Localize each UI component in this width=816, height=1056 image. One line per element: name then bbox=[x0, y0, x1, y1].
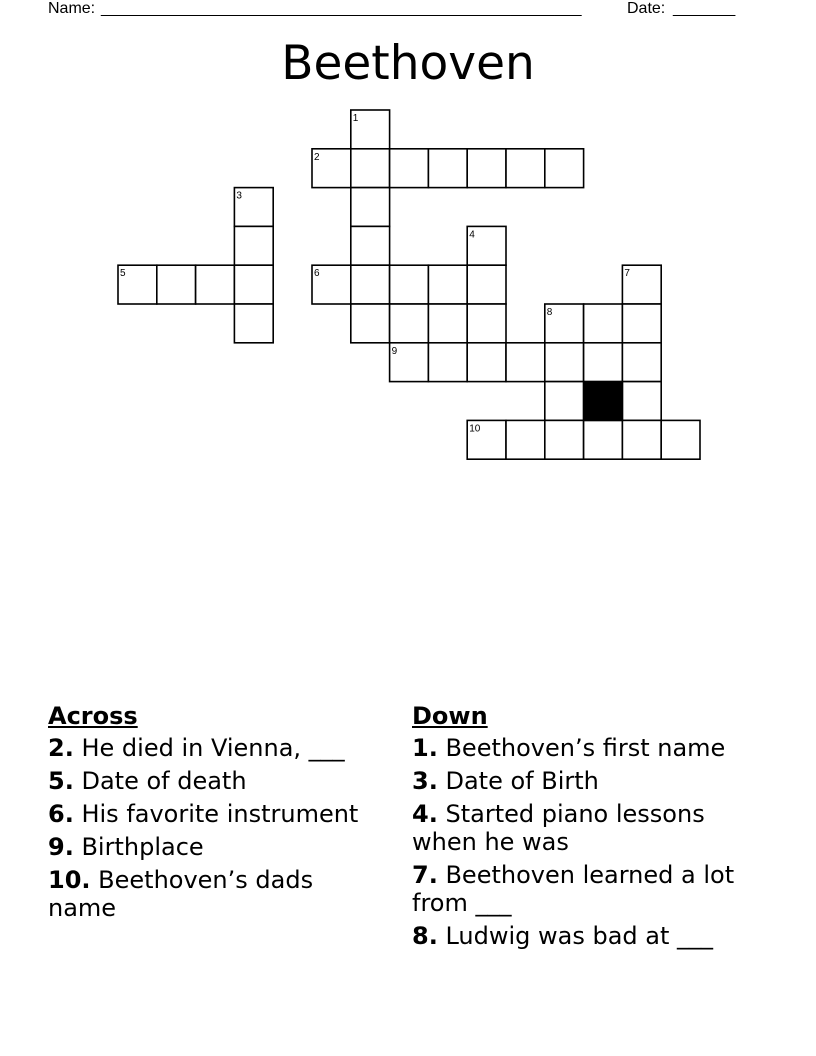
down-heading: Down bbox=[412, 702, 488, 730]
grid-cell[interactable] bbox=[545, 343, 584, 382]
clue-text: Beethoven’s first name bbox=[445, 734, 726, 762]
cell-number: 8 bbox=[546, 307, 553, 318]
clue-number: 7. bbox=[412, 861, 438, 889]
across-clue bbox=[48, 734, 388, 762]
grid-cell[interactable] bbox=[234, 265, 273, 304]
grid-cell[interactable] bbox=[428, 149, 467, 188]
grid-cell[interactable] bbox=[622, 343, 661, 382]
blocked-cell bbox=[584, 382, 623, 421]
grid-cell[interactable] bbox=[545, 149, 584, 188]
grid-cell[interactable] bbox=[351, 149, 390, 188]
grid-cell[interactable] bbox=[234, 226, 273, 265]
clue-text: Started piano lessons when he was bbox=[412, 800, 705, 856]
clue-number: 4. bbox=[412, 800, 438, 828]
across-clue bbox=[48, 833, 388, 861]
grid-cell[interactable] bbox=[351, 265, 390, 304]
cell-number: 6 bbox=[314, 268, 320, 280]
clue-text: Beethoven learned a lot from ___ bbox=[412, 861, 735, 917]
clue-number: 3. bbox=[412, 767, 438, 795]
down-clue bbox=[412, 767, 752, 795]
cell-number: 9 bbox=[391, 345, 398, 357]
grid-cell[interactable] bbox=[467, 304, 506, 343]
date-label: Date: bbox=[627, 0, 666, 17]
grid-cell[interactable] bbox=[506, 420, 545, 459]
down-clues bbox=[412, 702, 752, 955]
grid-cell[interactable] bbox=[467, 343, 506, 382]
clue-number: 10. bbox=[48, 866, 91, 894]
across-clue bbox=[48, 866, 388, 922]
grid-cell[interactable] bbox=[661, 420, 700, 459]
grid-cell[interactable] bbox=[157, 265, 196, 304]
across-heading: Across bbox=[48, 702, 138, 730]
date-field-line: _______ bbox=[673, 0, 736, 17]
grid-cell[interactable] bbox=[351, 188, 390, 227]
clue-number: 5. bbox=[48, 767, 74, 795]
crossword-grid bbox=[0, 0, 816, 480]
grid-cell[interactable] bbox=[545, 382, 584, 421]
clue-text: Beethoven’s dads name bbox=[48, 866, 314, 922]
clue-text: Birthplace bbox=[81, 833, 204, 861]
cell-number: 7 bbox=[624, 268, 630, 280]
grid-cell[interactable] bbox=[390, 265, 429, 304]
grid-cell[interactable] bbox=[584, 420, 623, 459]
puzzle-title: Beethoven bbox=[281, 36, 535, 91]
grid-cell[interactable] bbox=[584, 304, 623, 343]
down-clue bbox=[412, 800, 752, 856]
grid-cell[interactable] bbox=[390, 149, 429, 188]
cell-number: 2 bbox=[314, 151, 320, 163]
clue-text: Date of Birth bbox=[445, 767, 599, 795]
cell-number: 3 bbox=[236, 190, 242, 202]
clue-text: Ludwig was bad at ___ bbox=[445, 922, 714, 950]
grid-cell[interactable] bbox=[351, 226, 390, 265]
clue-text: He died in Vienna, ___ bbox=[81, 734, 345, 762]
grid-cell[interactable] bbox=[467, 149, 506, 188]
clue-number: 1. bbox=[412, 734, 438, 762]
grid-cell[interactable] bbox=[428, 304, 467, 343]
grid-cell[interactable] bbox=[428, 265, 467, 304]
grid-cell[interactable] bbox=[622, 382, 661, 421]
down-clue bbox=[412, 734, 752, 762]
name-field-line: ______________________________________________________ bbox=[101, 0, 582, 17]
grid-cell[interactable] bbox=[545, 420, 584, 459]
across-clue bbox=[48, 767, 388, 795]
cell-number: 4 bbox=[469, 229, 475, 241]
grid-cell[interactable] bbox=[234, 304, 273, 343]
grid-cell[interactable] bbox=[584, 343, 623, 382]
grid-cell[interactable] bbox=[467, 265, 506, 304]
grid-cell[interactable] bbox=[622, 420, 661, 459]
grid-cell[interactable] bbox=[196, 265, 235, 304]
across-clue bbox=[48, 800, 388, 828]
clue-number: 2. bbox=[48, 734, 74, 762]
cell-number: 1 bbox=[352, 113, 359, 124]
grid-cell[interactable] bbox=[506, 343, 545, 382]
grid-cell[interactable] bbox=[351, 304, 390, 343]
clue-number: 9. bbox=[48, 833, 74, 861]
grid-cell[interactable] bbox=[622, 304, 661, 343]
name-label: Name: bbox=[48, 0, 96, 17]
down-clue bbox=[412, 861, 752, 917]
clue-text: His favorite instrument bbox=[81, 800, 359, 828]
clue-text: Date of death bbox=[81, 767, 247, 795]
grid-cell[interactable] bbox=[390, 304, 429, 343]
grid-cell[interactable] bbox=[428, 343, 467, 382]
cell-number: 10 bbox=[469, 423, 481, 435]
grid-cell[interactable] bbox=[506, 149, 545, 188]
across-clues bbox=[48, 702, 388, 927]
down-clue bbox=[412, 922, 752, 950]
clue-number: 8. bbox=[412, 922, 438, 950]
cell-number: 5 bbox=[120, 268, 126, 280]
clue-number: 6. bbox=[48, 800, 74, 828]
